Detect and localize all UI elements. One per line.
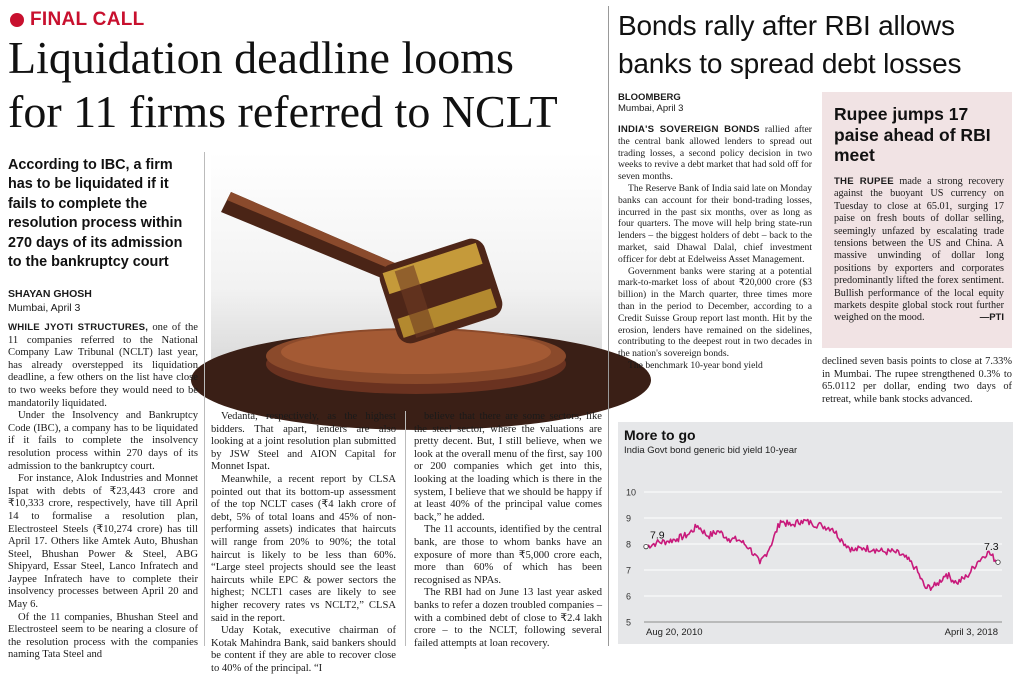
- paragraph: [414, 411, 602, 524]
- bullet-icon: [10, 13, 24, 27]
- paragraph: [618, 183, 812, 266]
- bonds-body: [618, 124, 812, 414]
- paragraph: [618, 360, 812, 372]
- paragraph: [211, 411, 396, 474]
- y-tick-label: 5: [626, 617, 632, 628]
- paragraph-text: The Reserve Bank of India said late on Monday banks can account for their bond-trading losses, incurred in the past six months, over as long as four quarters. The move will help bring state-run lenders – the biggest holders of debt – back to the market, said Dhawal Dalal, chief investment officer for debt at Edelweiss Asset Management.: [618, 182, 812, 265]
- paragraph: [8, 410, 198, 473]
- rupee-text: made a strong recovery against the buoyant US currency on Tuesday to close at 65.01, surging 17 paise on fresh bouts of dollar selling, seemingly unfazed by escalating trade tensions between the US and China. A massive unwinding of dollar long positions by exporters and corporates predominantly lifted the forex sentiment. Bullish performance of the local equity markets despite global stock rout further weighed on the mood.: [834, 176, 1004, 324]
- bonds-continuation: declined seven basis points to close at 7.33% in Mumbai. The rupee strengthened 0.3% to 65.0112 per dollar, ending two days of retreat, while bank stocks advanced.: [822, 356, 1012, 405]
- bonds-author: BLOOMBERG: [618, 92, 681, 103]
- paragraph: [414, 587, 602, 650]
- paragraph-text: Of the 11 companies, Bhushan Steel and Electrosteel seem to be nearing a closure of the resolution process with the companies naming Tata Steel and: [8, 611, 198, 661]
- rupee-lead: THE RUPEE: [834, 176, 894, 187]
- start-point: [644, 544, 648, 548]
- series-line: [646, 520, 998, 591]
- paragraph: [8, 612, 198, 662]
- y-tick-label: 7: [626, 565, 632, 576]
- bonds-dateline: Mumbai, April 3: [618, 103, 684, 114]
- chart-plot: [618, 422, 1013, 644]
- y-tick-label: 8: [626, 539, 632, 550]
- headline-line-1: Liquidation deadline looms: [8, 32, 514, 83]
- author: SHAYAN GHOSH: [8, 288, 92, 300]
- column-rule: [204, 152, 205, 646]
- bonds-headline-2: banks to spread debt losses: [618, 48, 962, 79]
- paragraph-text: Vedanta, respectively, as the highest bidders. That apart, lenders are also looking at a joint resolution plan submitted by JSW Steel and AION Capital for Monnet Ispat.: [211, 411, 396, 473]
- paragraph: [618, 124, 812, 183]
- bonds-headline-1: Bonds rally after RBI allows: [618, 10, 955, 41]
- paragraph-text: rallied after the central bank allowed lenders to spread out trading losses, a second policy decision in two weeks to revive a debt market that had sold off for seven months.: [618, 124, 813, 183]
- paragraph-text: The benchmark 10-year bond yield: [628, 359, 763, 371]
- gavel-photo: [211, 152, 602, 399]
- paragraph: [414, 524, 602, 587]
- column-3: [414, 411, 602, 649]
- end-point: [996, 560, 1000, 564]
- byline: [8, 288, 198, 314]
- x-tick-label: Aug 20, 2010: [646, 627, 703, 638]
- headline-line-2: for 11 firms referred to NCLT: [8, 86, 558, 137]
- paragraph: [211, 625, 396, 675]
- paragraph-text: The RBI had on June 13 last year asked banks to refer a dozen troubled companies – with a combined debt of close to ₹2.4 lakh crore – to the NCLT, following several failed attempts at loan recovery.: [414, 587, 602, 649]
- bonds-byline: [618, 92, 798, 114]
- paragraph-text: one of the 11 companies referred to the National Company Law Tribunal (NCLT) last year, has already overstepped its liquidation deadline, a few others on the list have close to two weeks before they would need to be mandatorily liquidated.: [8, 322, 198, 409]
- x-tick-label: April 3, 2018: [944, 627, 998, 638]
- paragraph-text: Under the Insolvency and Bankruptcy Code (IBC), a company has to be liquidated if it fails to complete the insolvency resolution process within 270 days of its admission to the bankruptcy court.: [8, 410, 198, 472]
- column-rule: [405, 411, 406, 646]
- yield-chart: [618, 422, 1013, 644]
- column-1: [8, 322, 198, 661]
- paragraph-lead: INDIA'S SOVEREIGN BONDS: [618, 124, 760, 135]
- y-tick-label: 10: [626, 487, 637, 498]
- bonds-story: [612, 0, 1012, 650]
- paragraph-text: Government banks were staring at a potential mark-to-market loss of about ₹20,000 crore ($3 billion) in the March quarter, three times more than in the period to December, according to a Credit Suisse Group report last month. Hit by the erosion, lenders have remained on the sidelines, contributing to the deepest rout in two decades in the nation's sovereign bonds.: [618, 265, 812, 360]
- paragraph-text: For instance, Alok Industries and Monnet Ispat with debts of ₹23,443 crore and ₹10,333 crore, respectively, have till April 14 to formalise a resolution plan, Electrosteel Steels (₹10,274 crore) has till April 17. Others like Amtek Auto, Bhushan Steel, Bhushan Power & Steel, ABG Shipyard, Essar Steel, Lanco Infratech and Jaypee Infratech have to complete their insolvency processes between April 20 and May 6.: [8, 473, 198, 611]
- paragraph: [211, 474, 396, 625]
- chart-title: More to go: [624, 427, 696, 443]
- kicker: [10, 9, 145, 31]
- dateline: Mumbai, April 3: [8, 302, 81, 314]
- paragraph-text: Meanwhile, a recent report by CLSA pointed out that its bottom-up assessment of the top NCLT cases (₹4 lakh crore of debt, 5% of total loans and 45% of non-performing assets) indicates that haircuts will range from 20% to 90%; the total haircut is likely to be less than 60%. “Large steel projects should see the least haircuts while EPC & power sectors the highest; NCLT1 cases are likely to see higher recovery rates vs NCLT2,” CLSA said in the report.: [211, 473, 396, 624]
- rupee-credit: —PTI: [979, 312, 1004, 324]
- y-tick-label: 6: [626, 591, 632, 602]
- paragraph-lead: WHILE JYOTI STRUCTURES,: [8, 322, 149, 333]
- y-tick-label: 9: [626, 513, 632, 524]
- chart-subtitle: India Govt bond generic bid yield 10-year: [624, 445, 798, 456]
- paragraph-text: The 11 accounts, identified by the central bank, are those to whom banks have an exposure of more than ₹5,000 crore each, more than 60% of which has been recognised as NPAs.: [414, 524, 602, 586]
- paragraph-text: believe that there are some sectors, like the steel sector, where the valuations are pretty decent. But, I still believe, when we look at the overall menu of the first, say 100 or 200 companies which get into this, looking at the loading which is there in the system, I believe that we should be happy if at least 40% of the principal value comes back,” he added.: [414, 411, 602, 523]
- end-value-label: 7.3: [984, 541, 999, 554]
- rupee-box: [822, 92, 1012, 348]
- column-2: [211, 411, 396, 674]
- rupee-headline: Rupee jumps 17 paise ahead of RBI meet: [834, 104, 991, 165]
- paragraph-text: Uday Kotak, executive chairman of Kotak Mahindra Bank, said bankers should be content if they are able to recover close to 40% of the principal. “I: [211, 625, 396, 674]
- section-divider: [608, 6, 609, 646]
- start-value-label: 7.9: [650, 529, 665, 542]
- gavel-image: [211, 152, 602, 399]
- paragraph: [8, 322, 198, 410]
- rupee-body: [834, 176, 1004, 325]
- paragraph: [8, 473, 198, 612]
- kicker-label: FINAL CALL: [30, 9, 145, 30]
- paragraph: [618, 266, 812, 360]
- summary: According to IBC, a firm has to be liquidated if it fails to complete the resolution process within 270 days of its admission to the bankruptcy court: [8, 157, 183, 271]
